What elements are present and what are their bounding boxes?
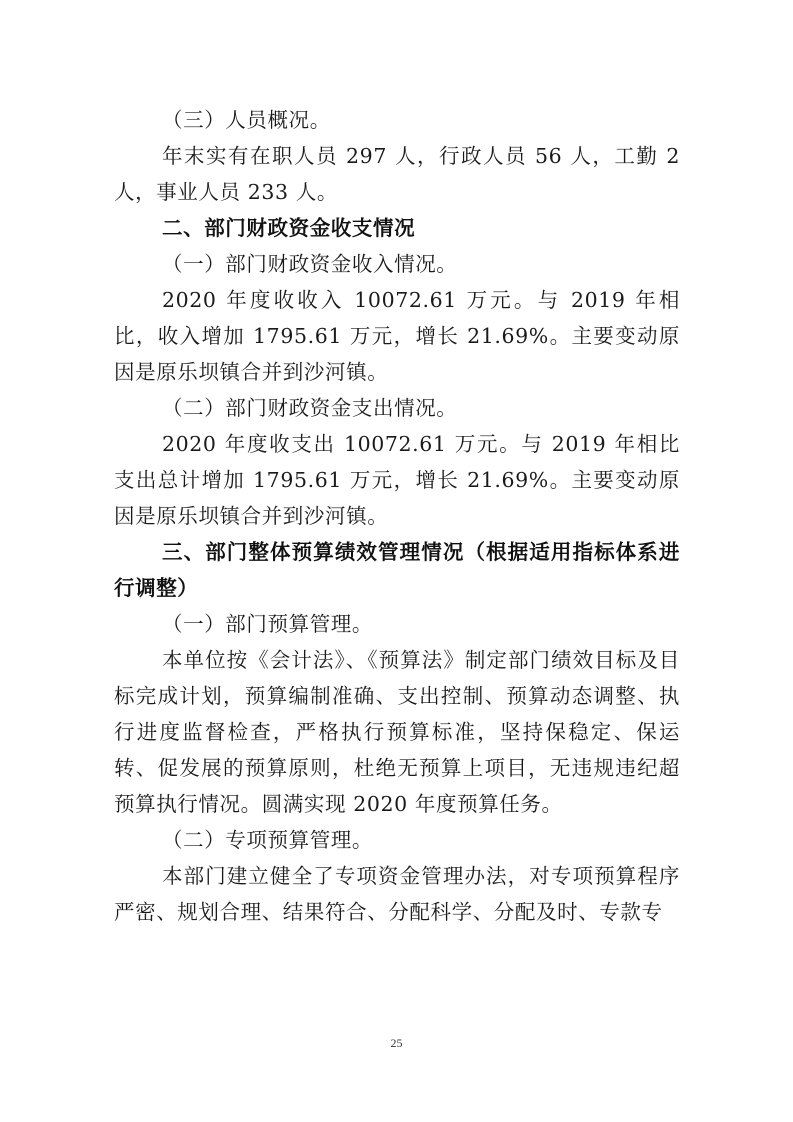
- income-paragraph: 2020 年度收收入 10072.61 万元。与 2019 年相比，收入增加 1795.61 万元，增长 21.69%。主要变动原因是原乐坝镇合并到沙河镇。: [114, 288, 680, 384]
- subsection-special-budget-heading: （二）专项预算管理。: [162, 828, 373, 852]
- subsection-budget-management-heading: （一）部门预算管理。: [162, 612, 373, 636]
- page-number: 25: [390, 1036, 403, 1050]
- subsection-expenditure-heading: （二）部门财政资金支出情况。: [162, 396, 458, 420]
- subsection-staffing-heading: （三）人员概况。: [162, 108, 331, 132]
- document-body: [114, 102, 680, 930]
- budget-management-paragraph: 本单位按《会计法》、《预算法》制定部门绩效目标及目标完成计划，预算编制准确、支出控制、预算动态调整、执行进度监督检查，严格执行预算标准，坚持保稳定、保运转、促发展的预算原则，杜绝无预算上项目，无违规违纪超预算执行情况。圆满实现 2020 年度预算任务。: [114, 648, 680, 816]
- special-budget-paragraph: 本部门建立健全了专项资金管理办法，对专项预算程序严密、规划合理、结果符合、分配科学、分配及时、专款专: [114, 864, 680, 924]
- staffing-paragraph: 年末实有在职人员 297 人，行政人员 56 人，工勤 2 人，事业人员 233 人。: [114, 144, 680, 204]
- expenditure-paragraph: 2020 年度收支出 10072.61 万元。与 2019 年相比支出总计增加 1795.61 万元，增长 21.69%。主要变动原因是原乐坝镇合并到沙河镇。: [114, 432, 680, 528]
- subsection-income-heading: （一）部门财政资金收入情况。: [162, 252, 458, 276]
- section-three-heading: 三、部门整体预算绩效管理情况（根据适用指标体系进行调整）: [114, 540, 680, 600]
- section-two-heading: 二、部门财政资金收支情况: [162, 216, 416, 240]
